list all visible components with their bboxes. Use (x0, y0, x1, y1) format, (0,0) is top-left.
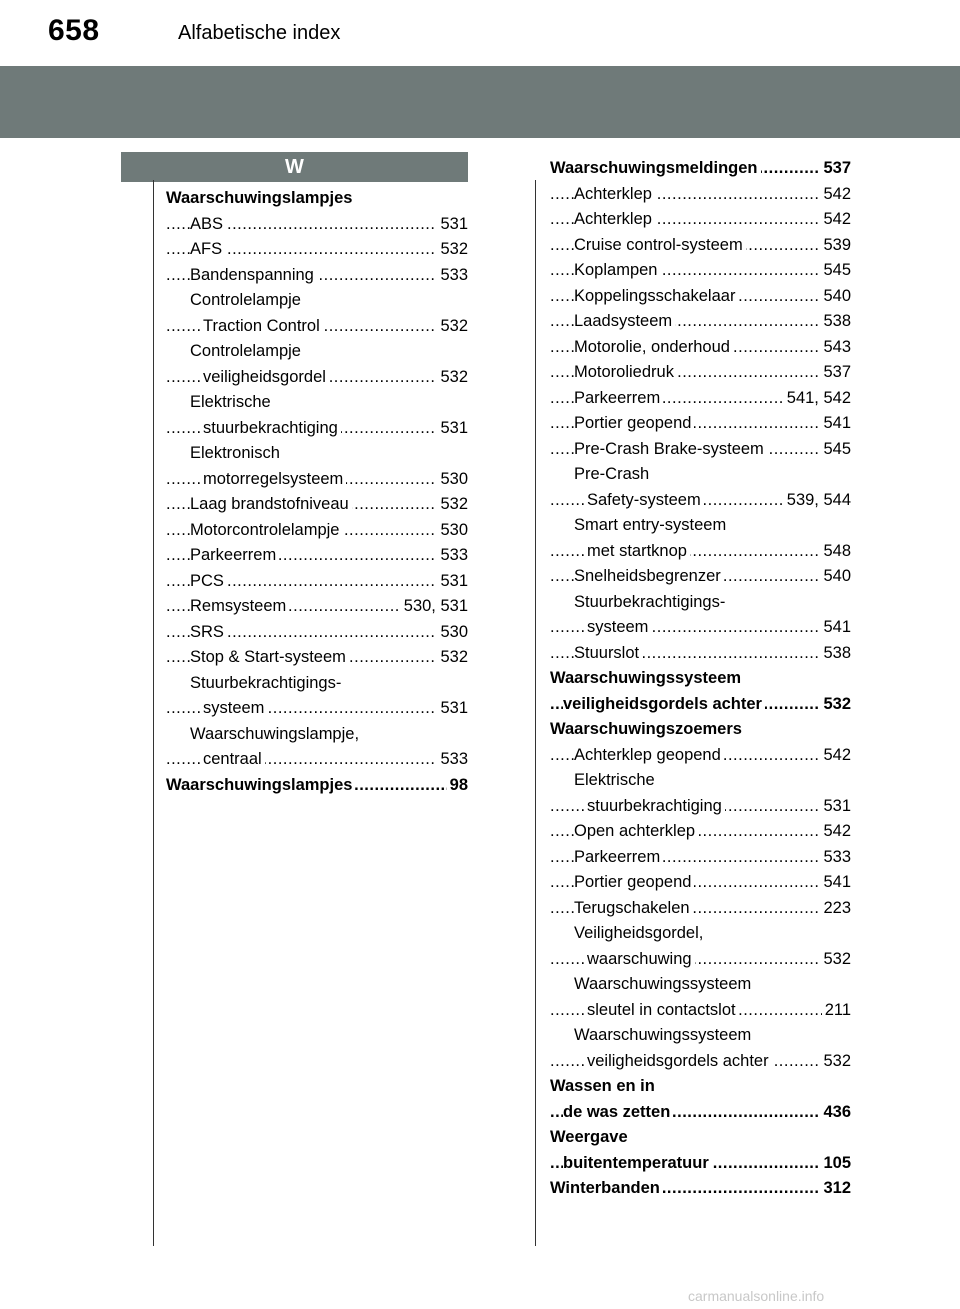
index-entry-page: 531 (437, 696, 468, 722)
index-entry (550, 641, 851, 667)
index-entry-label: Pre-Crash Brake-systeem (574, 440, 767, 458)
index-entry-page: 533 (437, 747, 468, 773)
index-entry (166, 543, 468, 569)
index-entry (550, 1176, 851, 1202)
index-entry (166, 518, 468, 544)
index-entry (550, 1100, 851, 1126)
index-entry-page: 540 (820, 564, 851, 590)
index-entry-page: 531 (820, 794, 851, 820)
index-entry-page: 532 (820, 1049, 851, 1075)
index-entry-page: 532 (437, 365, 468, 391)
index-entry-label: Achterklep (574, 210, 655, 228)
index-entry (550, 717, 851, 743)
index-entry-page: 532 (437, 645, 468, 671)
page-title: Alfabetische index (178, 22, 341, 44)
index-entry-label: Open achterklep (574, 822, 698, 840)
index-entry-label: Elektronisch (190, 444, 283, 462)
index-entry-label: Weergave (550, 1128, 631, 1146)
index-entry-label: Waarschuwingssysteem (550, 669, 744, 687)
page-header (0, 0, 960, 58)
index-entry-page: 105 (820, 1151, 851, 1177)
index-entry (166, 314, 468, 340)
index-entry-label: Waarschuwingssysteem (574, 975, 754, 993)
index-entry-label: Koplampen (574, 261, 660, 279)
index-entry (550, 692, 851, 718)
index-entry (166, 620, 468, 646)
index-entry-label: AFS (190, 240, 225, 258)
index-entry (550, 1125, 851, 1151)
index-entry-label: veiligheidsgordel (203, 368, 329, 386)
index-entry-page: 312 (820, 1176, 851, 1202)
index-entry (166, 288, 468, 314)
index-entry-page: 543 (820, 335, 851, 361)
index-entry-page: 545 (820, 437, 851, 463)
index-entry (550, 156, 851, 182)
index-entry (550, 233, 851, 259)
index-entry-page: 538 (820, 641, 851, 667)
index-entry (166, 467, 468, 493)
index-entry-page: 539 (820, 233, 851, 259)
index-entry (166, 416, 468, 442)
index-entry-label: Stuurslot (574, 644, 642, 662)
index-entry-page: 98 (447, 773, 468, 799)
index-entry (550, 896, 851, 922)
index-entry (550, 819, 851, 845)
index-entry-label: Waarschuwingssysteem (574, 1026, 754, 1044)
index-entry (166, 263, 468, 289)
index-entry (166, 594, 468, 620)
index-entry-page: 532 (437, 314, 468, 340)
index-entry (166, 722, 468, 748)
index-entry-label: Motorcontrolelampje (190, 521, 342, 539)
index-entry (166, 441, 468, 467)
index-entry-page: 537 (820, 156, 851, 182)
index-entry-label: SRS (190, 623, 227, 641)
index-entry-label: Koppelingsschakelaar (574, 287, 738, 305)
index-entry-page: 541, 542 (784, 386, 851, 412)
index-entry (166, 773, 468, 799)
index-entry (550, 1023, 851, 1049)
index-entry-label: Waarschuwingszoemers (550, 720, 745, 738)
index-column-right (550, 156, 851, 1202)
index-entry (550, 488, 851, 514)
index-entry (550, 564, 851, 590)
index-entry-label: Smart entry-systeem (574, 516, 729, 534)
index-entry-label: systeem (587, 618, 651, 636)
index-entry-page: 542 (820, 182, 851, 208)
index-entry (166, 365, 468, 391)
index-entry-page: 542 (820, 819, 851, 845)
page-number: 658 (48, 14, 100, 47)
index-entry-label: Snelheidsbegrenzer (574, 567, 724, 585)
index-entry-page: 223 (820, 896, 851, 922)
index-entry-page: 531 (437, 569, 468, 595)
index-entry-label: systeem (203, 699, 267, 717)
index-entry (550, 284, 851, 310)
index-entry-label: Waarschuwingsmeldingen (550, 159, 761, 177)
index-entry-label: PCS (190, 572, 227, 590)
index-entry-label: veiligheidsgordels achter (587, 1052, 772, 1070)
index-entry-label: Remsysteem (190, 597, 289, 615)
index-entry-page: 541 (820, 870, 851, 896)
index-entry (166, 237, 468, 263)
index-entry-page: 530 (437, 467, 468, 493)
index-entry (550, 411, 851, 437)
index-entry-label: veiligheidsgordels achter (563, 695, 765, 713)
index-entry-label: Stuurbekrachtigings- (574, 593, 728, 611)
index-entry-page: 540 (820, 284, 851, 310)
index-entry-label: Cruise control-systeem (574, 236, 746, 254)
index-entry-page: 211 (822, 998, 851, 1024)
index-entry (166, 492, 468, 518)
index-entry (166, 212, 468, 238)
index-entry-label: Achterklep geopend (574, 746, 724, 764)
index-entry-label: stuurbekrachtiging (203, 419, 341, 437)
header-banner (0, 66, 960, 138)
index-entry (550, 870, 851, 896)
index-entry (550, 437, 851, 463)
index-entry (166, 645, 468, 671)
index-entry (550, 1074, 851, 1100)
index-entry-page: 530, 531 (401, 594, 468, 620)
index-entry (550, 743, 851, 769)
index-entry-label: Stop & Start-systeem (190, 648, 349, 666)
index-entry-label: de was zetten (563, 1103, 673, 1121)
index-entry-page: 533 (437, 543, 468, 569)
index-entry (550, 462, 851, 488)
index-entry (550, 335, 851, 361)
index-entry-label: Parkeerrem (574, 848, 663, 866)
index-entry-page: 530 (437, 620, 468, 646)
index-entry (550, 615, 851, 641)
index-entry-label: motorregelsysteem (203, 470, 346, 488)
index-entry (550, 513, 851, 539)
index-entry-label: Safety-systeem (587, 491, 704, 509)
index-entry (550, 360, 851, 386)
index-entry (550, 921, 851, 947)
index-entry-page: 531 (437, 416, 468, 442)
index-entry-label: Waarschuwingslampjes (166, 189, 355, 207)
index-entry (166, 569, 468, 595)
index-entry-page: 542 (820, 743, 851, 769)
index-entry-label: Laadsysteem (574, 312, 675, 330)
index-entry (550, 972, 851, 998)
index-entry-label: Terugschakelen (574, 899, 693, 917)
index-entry (550, 666, 851, 692)
index-entry-label: sleutel in contactslot (587, 1001, 739, 1019)
index-entry-label: Waarschuwingslampje, (190, 725, 362, 743)
index-entry-label: Controlelampje (190, 342, 304, 360)
index-entry-page: 542 (820, 207, 851, 233)
index-entry-label: Parkeerrem (574, 389, 663, 407)
index-entry (166, 186, 468, 212)
index-entry (550, 947, 851, 973)
index-entry-page: 545 (820, 258, 851, 284)
index-entry-label: Winterbanden (550, 1179, 663, 1197)
index-entry-label: Portier geopend (574, 873, 694, 891)
column-divider-right (535, 180, 536, 1246)
index-entry-label: Motorolie, onderhoud (574, 338, 733, 356)
index-entry-page: 532 (820, 692, 851, 718)
index-entry-page: 530 (437, 518, 468, 544)
index-entry (550, 1151, 851, 1177)
index-entry (550, 590, 851, 616)
index-entry-page: 532 (437, 237, 468, 263)
index-entry-label: Elektrische (574, 771, 658, 789)
index-entry-label: Elektrische (190, 393, 274, 411)
index-entry (166, 390, 468, 416)
index-entry-label: Controlelampje (190, 291, 304, 309)
index-entry (550, 207, 851, 233)
index-entry-label: Laag brandstofniveau (190, 495, 352, 513)
index-entry-label: Parkeerrem (190, 546, 279, 564)
index-entry (550, 258, 851, 284)
index-entry (166, 671, 468, 697)
index-entry (550, 386, 851, 412)
index-entry-page: 541 (820, 615, 851, 641)
index-entry (550, 794, 851, 820)
index-entry-label: stuurbekrachtiging (587, 797, 725, 815)
index-entry-page: 541 (820, 411, 851, 437)
index-entry-page: 531 (437, 212, 468, 238)
index-entry (166, 747, 468, 773)
index-entry-label: Achterklep (574, 185, 655, 203)
index-entry-page: 539, 544 (784, 488, 851, 514)
column-divider-left (153, 180, 154, 1246)
index-entry-label: Veiligheidsgordel, (574, 924, 706, 942)
index-entry-label: Motoroliedruk (574, 363, 677, 381)
index-entry-label: Bandenspanning (190, 266, 317, 284)
index-entry-label: centraal (203, 750, 265, 768)
watermark: carmanualsonline.info (688, 1288, 825, 1304)
index-entry-label: met startknop (587, 542, 690, 560)
index-entry-label: Pre-Crash (574, 465, 652, 483)
index-entry (166, 696, 468, 722)
index-entry (550, 1049, 851, 1075)
index-entry (550, 182, 851, 208)
index-entry (550, 845, 851, 871)
index-entry-label: Portier geopend (574, 414, 694, 432)
index-entry-label: Traction Control (203, 317, 323, 335)
index-entry-page: 537 (820, 360, 851, 386)
index-entry-page: 532 (437, 492, 468, 518)
index-entry (550, 539, 851, 565)
index-entry (550, 309, 851, 335)
index-entry-page: 538 (820, 309, 851, 335)
index-column-left (166, 186, 468, 798)
index-entry (550, 998, 851, 1024)
index-entry-label: Wassen en in (550, 1077, 658, 1095)
index-entry-page: 532 (820, 947, 851, 973)
index-entry (166, 339, 468, 365)
index-entry (550, 768, 851, 794)
index-entry-page: 533 (820, 845, 851, 871)
index-entry-label: ABS (190, 215, 226, 233)
index-entry-page: 436 (820, 1100, 851, 1126)
index-entry-label: buitentemperatuur (563, 1154, 712, 1172)
index-entry-label: Waarschuwingslampjes (166, 776, 355, 794)
index-entry-page: 533 (437, 263, 468, 289)
index-entry-label: waarschuwing (587, 950, 695, 968)
index-entry-label: Stuurbekrachtigings- (190, 674, 344, 692)
index-entry-page: 548 (820, 539, 851, 565)
index-letter-heading: W (121, 152, 468, 182)
